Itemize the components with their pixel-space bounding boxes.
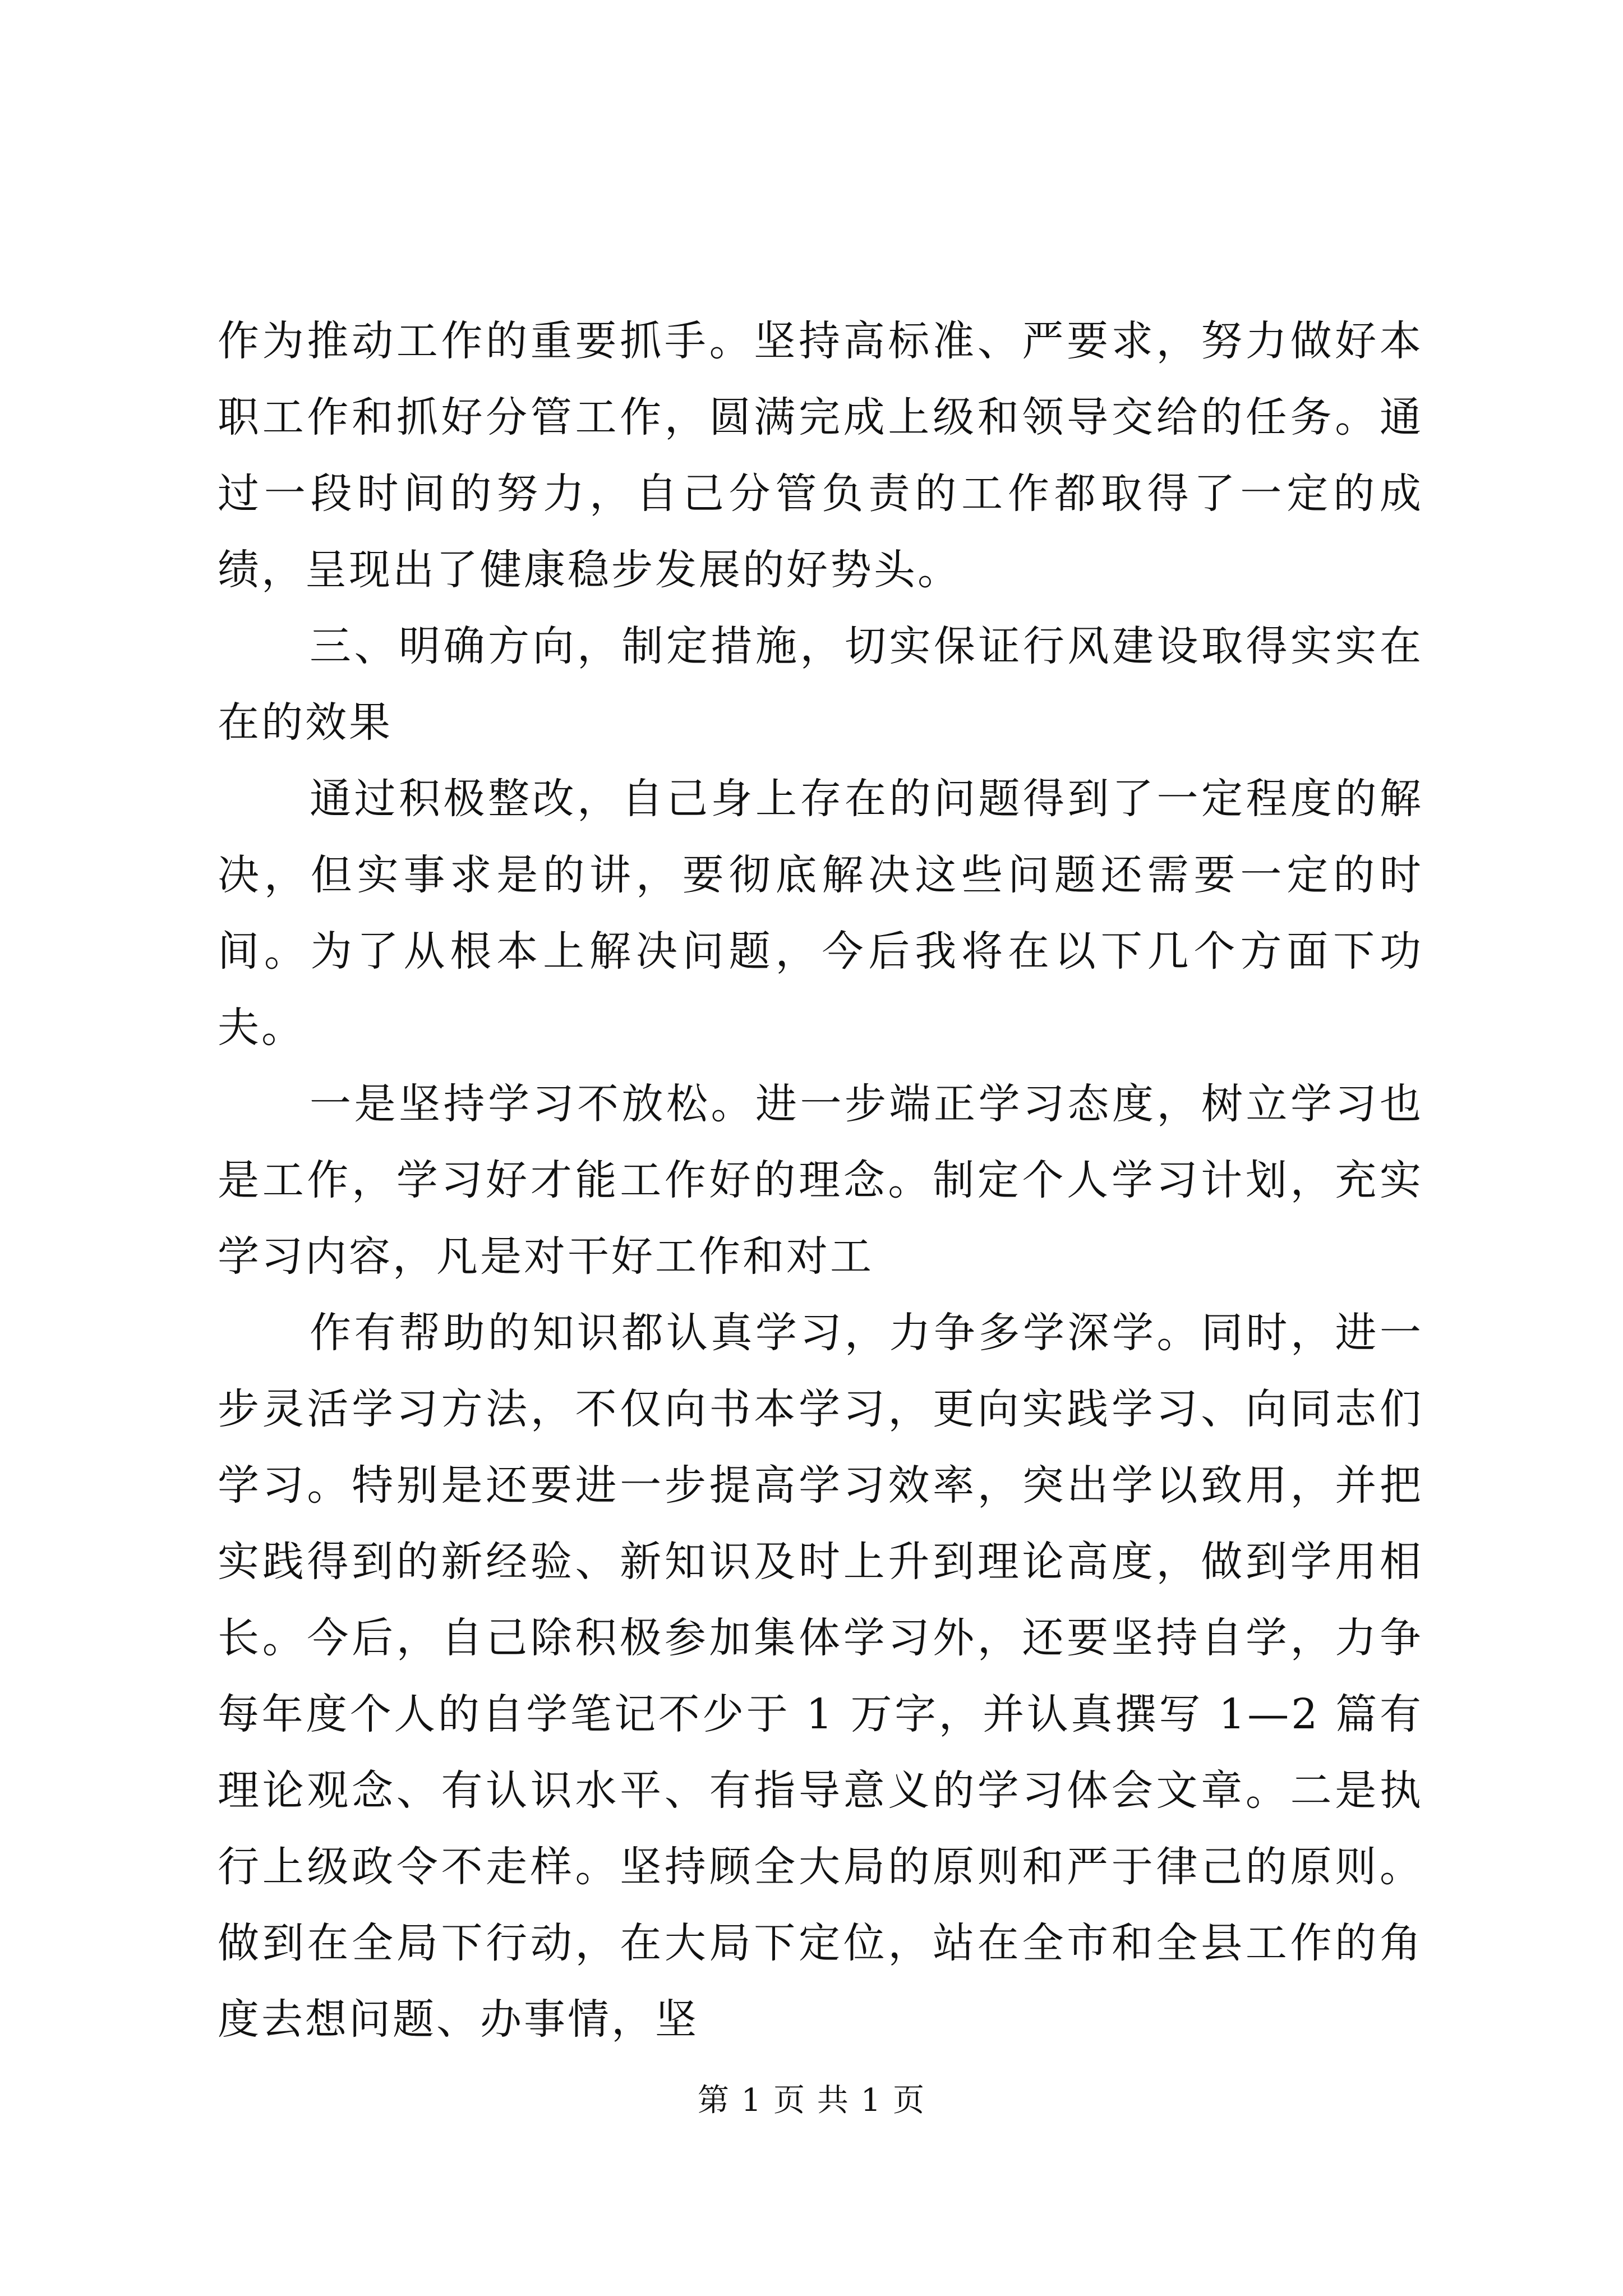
paragraph-1: 作为推动工作的重要抓手。坚持高标准、严要求，努力做好本职工作和抓好分管工作，圆满完成上级和领导交给的任务。通过一段时间的努力，自己分管负责的工作都取得了一定的成绩，呈现出了健康稳步发展的好势头。	[218, 317, 1423, 594]
paragraph-5: 作有帮助的知识都认真学习，力争多学深学。同时，进一步灵活学习方法，不仅向书本学习，更向实践学习、向同志们学习。特别是还要进一步提高学习效率，突出学以致用，并把实践得到的新经验、新知识及时上升到理论高度，做到学用相长。今后，自己除积极参加集体学习外，还要坚持自学，力争每年度个人的自学笔记不少于 1 万字，并认真撰写 1—2 篇有理论观念、有认识水平、有指导意义的学习体会文章。二是执行上级政令不走样。坚持顾全大局的原则和严于律己的原则。做到在全局下行动，在大局下定位，站在全市和全县工作的角度去想问题、办事情，坚	[218, 1309, 1423, 2044]
paragraph-4: 一是坚持学习不放松。进一步端正学习态度，树立学习也是工作，学习好才能工作好的理念。制定个人学习计划，充实学习内容，凡是对干好工作和对工	[218, 1080, 1423, 1281]
paragraph-3: 通过积极整改，自己身上存在的问题得到了一定程度的解决，但实事求是的讲，要彻底解决这些问题还需要一定的时间。为了从根本上解决问题，今后我将在以下几个方面下功夫。	[218, 775, 1423, 1052]
page-footer: 第 1 页 共 1 页	[697, 2082, 926, 2119]
section-heading-3: 三、明确方向，制定措施，切实保证行风建设取得实实在在的效果	[218, 622, 1423, 747]
document-body	[218, 303, 1423, 2058]
